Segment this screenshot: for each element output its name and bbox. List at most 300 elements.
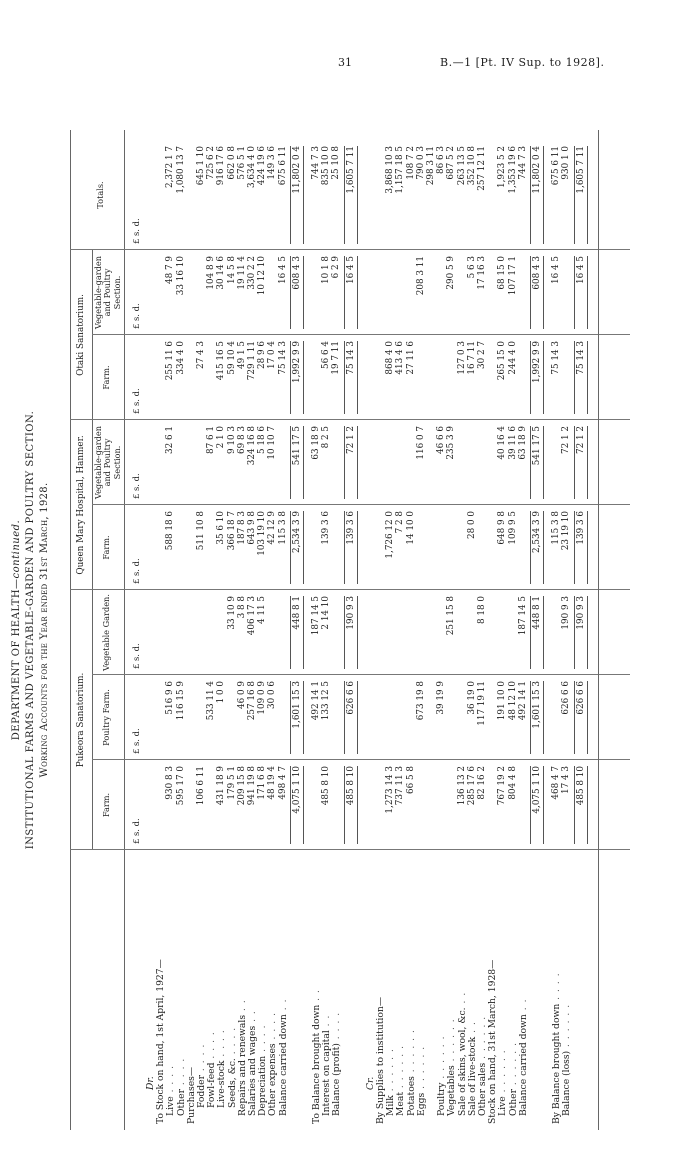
total-rule bbox=[530, 256, 531, 329]
group-header-otaki: Otaki Sanatorium. bbox=[76, 294, 86, 376]
leader-dots: . . bbox=[466, 1021, 478, 1037]
table-cell: 27 4 3 bbox=[196, 341, 206, 369]
table-cell: 415 16 5 bbox=[216, 341, 227, 381]
table-cell: 127 0 3 bbox=[456, 341, 467, 375]
total-cell: 608 4 3 bbox=[532, 256, 542, 290]
table-cell: 108 7 2 bbox=[405, 146, 416, 180]
column-rule bbox=[70, 589, 630, 590]
row-label-text: To Stock on hand, 1st April, 1927— bbox=[155, 959, 167, 1124]
row-label-text: Vegetables bbox=[446, 1065, 458, 1116]
row-label-text: Purchases— bbox=[185, 1066, 197, 1124]
row-label bbox=[562, 846, 571, 1116]
table-cell: 72 1 2 bbox=[561, 426, 572, 454]
total-cell: 485 8 10 bbox=[575, 766, 586, 806]
total-rule bbox=[574, 256, 575, 329]
table-cell: 498 4 7 bbox=[277, 766, 288, 800]
total-rule bbox=[303, 256, 304, 329]
table-cell: 298 3 11 bbox=[426, 146, 436, 186]
total-rule bbox=[344, 341, 345, 414]
row-label bbox=[166, 846, 175, 1116]
total-rule bbox=[574, 426, 575, 499]
table-cell: 263 13 5 bbox=[456, 146, 467, 186]
table-cell: 413 4 6 bbox=[395, 341, 406, 375]
row-label-text: Balance carried down bbox=[277, 1014, 289, 1116]
header-bottom-rule bbox=[124, 130, 125, 1130]
total-rule bbox=[344, 511, 345, 584]
row-label bbox=[498, 846, 507, 1116]
table-cell: 324 16 8 bbox=[247, 426, 257, 466]
total-rule bbox=[543, 596, 544, 669]
total-rule bbox=[290, 766, 291, 844]
total-cell: 2,534 3 9 bbox=[532, 511, 542, 553]
table-cell: 48 7 9 bbox=[165, 256, 176, 284]
column-header: Farm. bbox=[101, 365, 111, 390]
row-label-text: Other bbox=[507, 1089, 519, 1116]
continued-label: continued. bbox=[11, 519, 22, 579]
table-cell: 39 19 9 bbox=[436, 681, 447, 715]
table-cell: 648 9 8 bbox=[497, 511, 508, 545]
row-label-text: Milk bbox=[385, 1095, 397, 1116]
row-label bbox=[509, 846, 518, 1116]
total-cell: 190 9 3 bbox=[575, 596, 586, 630]
row-label bbox=[187, 854, 196, 1124]
table-cell: 330 2 2 bbox=[247, 256, 257, 290]
table-cell: 673 19 8 bbox=[415, 681, 426, 721]
table-cell: 1,080 13 7 bbox=[175, 146, 186, 194]
row-label bbox=[248, 846, 257, 1116]
table-cell: 257 12 11 bbox=[477, 146, 487, 191]
total-cell: 11,802 0 4 bbox=[291, 146, 302, 194]
table-cell: 190 9 3 bbox=[561, 596, 572, 630]
row-label bbox=[386, 846, 395, 1116]
currency-units: £ s. d. bbox=[131, 728, 141, 754]
table-cell: 10 1 8 bbox=[321, 256, 332, 284]
total-rule bbox=[303, 341, 304, 414]
total-rule bbox=[587, 681, 588, 754]
table-cell: 687 5 2 bbox=[446, 146, 457, 180]
table-cell: 767 19 2 bbox=[497, 766, 508, 806]
total-rule bbox=[357, 766, 358, 844]
column-header: Vegetable-garden and Poultry Section. bbox=[93, 255, 122, 330]
row-label bbox=[207, 838, 216, 1108]
row-label-text: Other sales bbox=[477, 1062, 488, 1116]
table-cell: 916 17 6 bbox=[216, 146, 227, 186]
row-label bbox=[258, 846, 267, 1116]
table-cell: 265 15 0 bbox=[497, 341, 508, 381]
currency-units: £ s. d. bbox=[131, 218, 141, 244]
row-label bbox=[519, 846, 528, 1116]
total-rule bbox=[290, 256, 291, 329]
table-cell: 485 8 10 bbox=[321, 766, 332, 806]
row-label-text: Balance carried down bbox=[517, 1014, 529, 1116]
total-cell: 75 14 3 bbox=[575, 341, 586, 375]
table-cell: 136 13 2 bbox=[456, 766, 467, 806]
table-cell: 626 6 6 bbox=[561, 681, 572, 715]
row-label bbox=[437, 846, 446, 1116]
currency-units: £ s. d. bbox=[131, 818, 141, 844]
total-rule bbox=[543, 256, 544, 329]
leader-dots: . . bbox=[517, 998, 529, 1015]
row-label-text: Salaries and wages bbox=[247, 1025, 258, 1116]
section-title: INSTITUTIONAL FARMS AND VEGETABLE-GARDEN AND POULTRY SECTION. bbox=[25, 410, 36, 850]
table-cell: 468 4 7 bbox=[551, 766, 562, 800]
table-cell: 7 2 8 bbox=[395, 511, 406, 534]
total-cell: 16 4 5 bbox=[345, 256, 356, 284]
table-cell: 595 17 0 bbox=[175, 766, 186, 806]
total-rule bbox=[357, 426, 358, 499]
table-cell: 16 4 5 bbox=[277, 256, 288, 284]
row-label-text: Meat bbox=[395, 1091, 407, 1116]
total-rule bbox=[587, 256, 588, 329]
total-cell: 448 8 1 bbox=[532, 596, 542, 630]
total-rule bbox=[303, 596, 304, 669]
total-cell: 1,605 7 11 bbox=[345, 146, 356, 194]
total-rule bbox=[530, 146, 531, 244]
table-cell: 107 17 1 bbox=[507, 256, 518, 296]
table-cell: 19 7 11 bbox=[331, 341, 342, 375]
table-cell: 255 11 6 bbox=[165, 341, 176, 381]
total-cell: 1,992 9 9 bbox=[532, 341, 542, 383]
table-cell: 1,273 14 3 bbox=[385, 766, 396, 814]
row-label bbox=[228, 838, 237, 1108]
group-split-rule bbox=[92, 590, 93, 850]
table-cell: 1,923 5 2 bbox=[497, 146, 508, 188]
total-rule bbox=[587, 511, 588, 584]
total-rule bbox=[344, 766, 345, 844]
total-rule bbox=[303, 681, 304, 754]
table-cell: 492 14 1 bbox=[517, 681, 528, 721]
currency-units: £ s. d. bbox=[131, 388, 141, 414]
table-cell: 516 9 6 bbox=[165, 681, 176, 715]
total-rule bbox=[290, 341, 291, 414]
table-cell: 42 12 9 bbox=[267, 511, 278, 545]
row-label-text: By Supplies to institution— bbox=[375, 996, 386, 1124]
table-cell: 27 11 6 bbox=[405, 341, 416, 375]
table-cell: 16 7 11 bbox=[466, 341, 477, 375]
table-cell: 115 3 8 bbox=[277, 511, 288, 545]
total-rule bbox=[530, 511, 531, 584]
total-cell: 541 17 5 bbox=[291, 426, 302, 466]
table-cell: 17 0 4 bbox=[267, 341, 278, 369]
total-rule bbox=[587, 426, 588, 499]
total-rule bbox=[574, 341, 575, 414]
leader-dots: . . . . . . bbox=[477, 1015, 488, 1063]
row-label-text: Poultry bbox=[436, 1082, 448, 1116]
table-cell: 406 17 3 bbox=[247, 596, 257, 636]
total-rule bbox=[587, 146, 588, 244]
total-rule bbox=[290, 511, 291, 584]
row-label bbox=[312, 854, 321, 1124]
table-cell: 729 1 11 bbox=[247, 341, 257, 381]
table-cell: 17 4 3 bbox=[561, 766, 572, 794]
row-label-text: Balance (profit) bbox=[331, 1043, 343, 1116]
table-cell: 8 18 0 bbox=[477, 596, 487, 624]
table-cell: 28 9 6 bbox=[257, 341, 268, 369]
table-cell: 576 5 1 bbox=[236, 146, 247, 180]
table-cell: 33 10 9 bbox=[226, 596, 237, 630]
row-label bbox=[468, 846, 477, 1116]
table-cell: 744 7 3 bbox=[311, 146, 321, 180]
total-cell: 541 17 5 bbox=[532, 426, 542, 466]
currency-units: £ s. d. bbox=[131, 643, 141, 669]
row-label bbox=[407, 846, 416, 1116]
table-cell: 171 6 8 bbox=[257, 766, 268, 800]
leader-dots: . . . . . . bbox=[507, 1041, 519, 1090]
table-cell: 104 8 9 bbox=[206, 256, 217, 290]
row-label-text: Stock on hand, 31st March, 1928— bbox=[487, 959, 499, 1124]
accounts-subtitle: Working Accounts for the Year ended 31st March, 1928. bbox=[39, 482, 50, 778]
currency-units: £ s. d. bbox=[131, 473, 141, 499]
total-rule bbox=[344, 256, 345, 329]
total-cell: 72 1 2 bbox=[575, 426, 586, 454]
table-cell: 63 18 9 bbox=[311, 426, 321, 460]
table-cell: 1,157 18 5 bbox=[395, 146, 406, 194]
table-cell: 941 19 8 bbox=[247, 766, 257, 806]
leader-dots: . . . . . . bbox=[561, 1003, 573, 1051]
leader-dots: . . bbox=[321, 1014, 333, 1031]
leader-dots: . . bbox=[311, 989, 322, 1005]
total-cell: 190 9 3 bbox=[345, 596, 356, 630]
leader-dots: . . . . bbox=[257, 1024, 269, 1056]
total-cell: 4,075 1 10 bbox=[291, 766, 302, 814]
table-cell: 424 19 6 bbox=[257, 146, 268, 186]
table-cell: 645 1 10 bbox=[196, 146, 206, 186]
total-rule bbox=[303, 426, 304, 499]
table-cell: 33 16 10 bbox=[175, 256, 186, 296]
table-cell: 8 2 5 bbox=[321, 426, 332, 449]
row-label bbox=[279, 846, 288, 1116]
table-cell: 103 19 10 bbox=[257, 511, 268, 556]
total-rule bbox=[530, 766, 531, 844]
total-rule bbox=[574, 596, 575, 669]
row-label-text: Fodder bbox=[196, 1075, 207, 1108]
row-label-text: Live bbox=[497, 1096, 509, 1116]
total-cell: 626 6 6 bbox=[575, 681, 586, 715]
row-label-text: Live bbox=[165, 1096, 177, 1116]
table-cell: 17 16 3 bbox=[477, 256, 487, 290]
column-header: Farm. bbox=[101, 792, 111, 818]
table-cell: 3,634 4 0 bbox=[247, 146, 257, 188]
table-cell: 235 3 9 bbox=[446, 426, 457, 460]
table-cell: 109 9 5 bbox=[507, 511, 518, 545]
leader-dots: . . . . bbox=[175, 1057, 187, 1090]
column-rule bbox=[92, 504, 630, 505]
total-rule bbox=[303, 146, 304, 244]
table-cell: 835 10 0 bbox=[321, 146, 332, 186]
table-cell: 187 14 5 bbox=[517, 596, 528, 636]
row-label-text: Seeds, &c. bbox=[226, 1058, 238, 1108]
total-rule bbox=[357, 341, 358, 414]
table-cell: 804 4 8 bbox=[507, 766, 518, 800]
row-label bbox=[197, 838, 206, 1108]
column-header: Vegetable Garden. bbox=[101, 594, 111, 671]
table-cell: 285 17 6 bbox=[466, 766, 477, 806]
row-label bbox=[396, 846, 405, 1116]
table-cell: 533 11 4 bbox=[206, 681, 217, 721]
table-cell: 23 19 10 bbox=[561, 511, 572, 551]
table-cell: 179 5 1 bbox=[226, 766, 237, 800]
leader-dots: . . . . . . bbox=[385, 1048, 397, 1096]
row-label-text: Other expenses bbox=[267, 1043, 279, 1116]
total-cell: 139 3 6 bbox=[345, 511, 356, 545]
table-cell: 14 10 0 bbox=[405, 511, 416, 545]
total-cell: 11,802 0 4 bbox=[532, 146, 542, 194]
table-cell: 35 6 10 bbox=[216, 511, 227, 545]
total-rule bbox=[530, 596, 531, 669]
group-header-queen-mary: Queen Mary Hospital, Hanmer. bbox=[76, 435, 86, 575]
total-cell: 75 14 3 bbox=[345, 341, 356, 375]
leader-dots: . . . . . . bbox=[405, 1029, 417, 1077]
table-cell: 19 11 4 bbox=[236, 256, 247, 290]
table-cell: 69 8 3 bbox=[236, 426, 247, 454]
total-rule bbox=[344, 596, 345, 669]
total-rule bbox=[543, 426, 544, 499]
total-cell: 485 8 10 bbox=[345, 766, 356, 806]
row-label bbox=[332, 846, 341, 1116]
row-label bbox=[552, 854, 561, 1124]
row-label-text: To Balance brought down bbox=[311, 1004, 322, 1124]
row-label-text: By Balance brought down bbox=[551, 1003, 563, 1124]
leader-dots: . . bbox=[247, 1010, 258, 1026]
leader-dots: . . bbox=[456, 991, 468, 1008]
row-label bbox=[478, 846, 487, 1116]
total-rule bbox=[574, 511, 575, 584]
row-label-text: Other bbox=[175, 1089, 187, 1116]
table-cell: 75 14 3 bbox=[277, 341, 288, 375]
group-header-pukeora: Pukeora Sanatorium. bbox=[76, 672, 86, 768]
table-cell: 675 6 11 bbox=[551, 146, 562, 186]
table-cell: 251 15 8 bbox=[446, 596, 457, 636]
section-heading: Dr. bbox=[145, 1076, 156, 1090]
leader-dots: . . . . bbox=[165, 1064, 177, 1097]
table-cell: 290 5 9 bbox=[446, 256, 457, 290]
table-cell: 46 6 6 bbox=[436, 426, 447, 454]
table-cell: 643 9 8 bbox=[247, 511, 257, 545]
table-top-rule bbox=[70, 130, 71, 1130]
table-bottom-rule bbox=[598, 130, 599, 1130]
table-cell: 187 14 5 bbox=[311, 596, 321, 636]
total-rule bbox=[344, 681, 345, 754]
table-cell: 48 12 10 bbox=[507, 681, 518, 721]
table-cell: 46 0 9 bbox=[236, 681, 247, 709]
total-rule bbox=[543, 341, 544, 414]
table-cell: 106 6 11 bbox=[196, 766, 206, 806]
total-rule bbox=[587, 766, 588, 844]
table-cell: 6 2 9 bbox=[331, 256, 342, 279]
row-label bbox=[376, 854, 385, 1124]
total-cell: 626 6 6 bbox=[345, 681, 356, 715]
row-label-text: Interest on capital bbox=[321, 1030, 333, 1116]
table-cell: 868 4 0 bbox=[385, 341, 396, 375]
table-cell: 930 8 3 bbox=[165, 766, 176, 800]
table-cell: 87 6 1 bbox=[206, 426, 217, 454]
currency-units: £ s. d. bbox=[131, 303, 141, 329]
table-cell: 63 18 9 bbox=[517, 426, 528, 460]
table-cell: 1 0 0 bbox=[216, 681, 227, 704]
page-number: 31 bbox=[338, 56, 352, 69]
total-rule bbox=[587, 341, 588, 414]
table-cell: 257 16 8 bbox=[247, 681, 257, 721]
table-cell: 208 3 11 bbox=[415, 256, 426, 296]
table-cell: 32 6 1 bbox=[165, 426, 176, 454]
page-reference: B.—1 [Pt. IV Sup. to 1928]. bbox=[440, 56, 605, 69]
total-cell: 1,605 7 11 bbox=[575, 146, 586, 194]
row-label-text: Sale of live-stock bbox=[466, 1036, 478, 1116]
total-cell: 448 8 1 bbox=[291, 596, 302, 630]
row-label bbox=[177, 846, 186, 1116]
total-rule bbox=[543, 766, 544, 844]
table-cell: 30 0 6 bbox=[267, 681, 278, 709]
row-label bbox=[156, 854, 165, 1124]
table-cell: 4 11 5 bbox=[257, 596, 268, 624]
table-cell: 59 10 4 bbox=[226, 341, 237, 375]
total-rule bbox=[530, 681, 531, 754]
total-cell: 1,992 9 9 bbox=[291, 341, 302, 383]
row-label-text: Repairs and renewals bbox=[236, 1014, 248, 1116]
total-cell: 1,601 15 3 bbox=[291, 681, 302, 729]
total-rule bbox=[357, 146, 358, 244]
table-cell: 133 12 5 bbox=[321, 681, 332, 721]
total-rule bbox=[290, 146, 291, 244]
row-label-text: Potatoes bbox=[405, 1076, 417, 1116]
table-cell: 9 10 3 bbox=[226, 426, 237, 454]
column-rule bbox=[92, 759, 630, 760]
total-rule bbox=[530, 426, 531, 499]
table-cell: 187 8 3 bbox=[236, 511, 247, 545]
total-rule bbox=[587, 596, 588, 669]
leader-dots: . . . . bbox=[206, 1031, 218, 1063]
department-title-text: DEPARTMENT OF HEALTH— bbox=[11, 578, 22, 741]
table-cell: 75 14 3 bbox=[551, 341, 562, 375]
column-rule bbox=[92, 334, 630, 335]
row-label bbox=[238, 846, 247, 1116]
table-cell: 675 6 11 bbox=[277, 146, 288, 186]
total-cell: 2,534 3 9 bbox=[291, 511, 302, 553]
total-cell: 608 4 3 bbox=[291, 256, 302, 290]
table-cell: 662 0 8 bbox=[226, 146, 237, 180]
total-rule bbox=[290, 681, 291, 754]
table-cell: 30 2 7 bbox=[477, 341, 487, 369]
total-cell: 16 4 5 bbox=[575, 256, 586, 284]
table-cell: 82 16 2 bbox=[477, 766, 487, 800]
department-title bbox=[12, 130, 22, 1130]
column-rule bbox=[70, 419, 630, 420]
table-cell: 10 10 7 bbox=[267, 426, 278, 460]
row-label bbox=[322, 846, 331, 1116]
table-cell: 117 19 11 bbox=[477, 681, 487, 726]
total-rule bbox=[574, 146, 575, 244]
total-rule bbox=[303, 766, 304, 844]
section-heading: Cr. bbox=[364, 1076, 376, 1090]
row-label bbox=[417, 846, 426, 1116]
table-cell: 115 3 8 bbox=[551, 511, 562, 545]
total-rule bbox=[357, 596, 358, 669]
table-cell: 725 6 2 bbox=[206, 146, 217, 180]
leader-dots: . . . . . . bbox=[436, 1035, 448, 1083]
table-cell: 2 14 10 bbox=[321, 596, 332, 630]
table-cell: 56 6 4 bbox=[321, 341, 332, 369]
row-label-text: Sale of skins, wool, &c. bbox=[456, 1007, 468, 1116]
table-cell: 588 18 6 bbox=[165, 511, 176, 551]
row-label bbox=[488, 854, 497, 1124]
table-cell: 86 6 3 bbox=[436, 146, 447, 174]
row-label-text: Depreciation bbox=[257, 1055, 269, 1116]
table-cell: 139 3 6 bbox=[321, 511, 332, 545]
table-cell: 68 15 0 bbox=[497, 256, 508, 290]
row-label-text: Live-stock bbox=[216, 1060, 228, 1108]
table-cell: 66 5 8 bbox=[405, 766, 416, 794]
column-header: Poultry Farm. bbox=[101, 689, 111, 746]
